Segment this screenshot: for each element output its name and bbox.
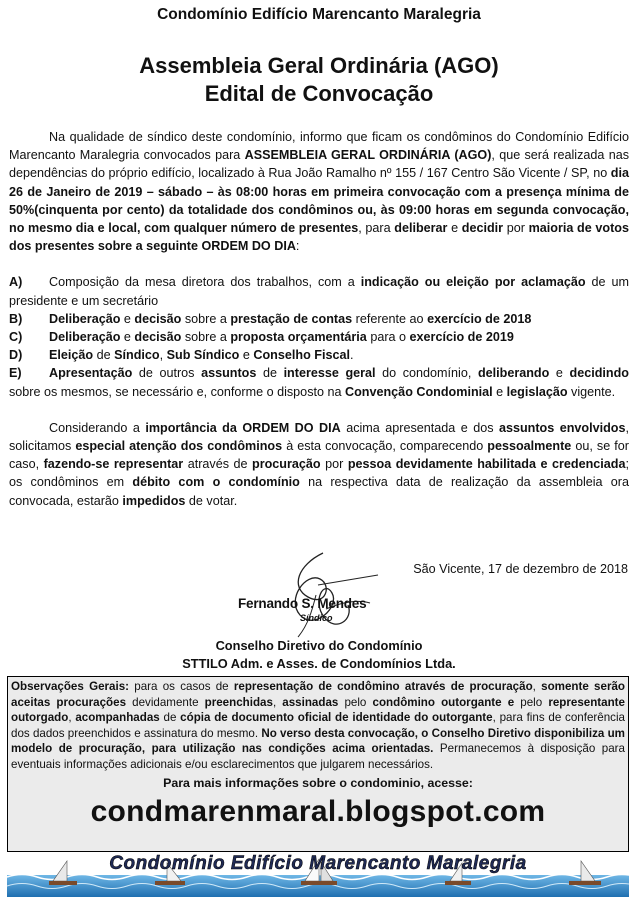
blog-url: condmarenmaral.blogspot.com bbox=[90, 795, 546, 829]
document-title bbox=[0, 52, 638, 108]
agenda-list bbox=[9, 273, 629, 400]
more-info-text: Para mais informações sobre o condominio, acesse: bbox=[163, 775, 473, 790]
council-line-2: STTILO Adm. e Asses. de Condomínios Ltda. bbox=[182, 656, 456, 671]
intro-paragraph: Na qualidade de síndico deste condomínio, informo que ficam os condôminos do Condomínio Edifício Marencanto Maralegria convocados para ASSEMBLEIA GERAL ORDINÁRIA (AGO), que será realizada nas dependências do próprio edifício, localizado à Rua João Ramalho nº 155 / 167 Centro São Vicente / SP, no dia 26 de Janeiro de 2019 – sábado – às 08:00 horas em primeira convocação com a presença mínima de 50%(cinquenta por cento) da totalidade dos condôminos ou, às 09:00 horas em segunda convocação, no mesmo dia e local, com qualquer número de presentes, para deliberar e decidir por maioria de votos dos presentes sobre a seguinte ORDEM DO DIA: bbox=[9, 130, 629, 254]
agenda-item-a: A) Composição da mesa diretora dos trabalhos, com a indicação ou eleição por aclamação de um presidente e um secretário bbox=[9, 275, 629, 308]
footer-banner bbox=[7, 853, 629, 897]
handwritten-signature bbox=[228, 545, 408, 645]
considering-paragraph: Considerando a importância da ORDEM DO DIA acima apresentada e dos assuntos envolvidos, solicitamos especial atenção dos condôminos à esta convocação, comparecendo pessoalmente ou, se for caso, fazendo-se representar através de procuração por pessoa devidamente habilitada e credenciada; os condôminos em débito com o condomínio na respectiva data de realização da assembleia ora convocada, estarão impedidos de votar. bbox=[9, 420, 630, 508]
date-place-line: São Vicente, 17 de dezembro de 2018 bbox=[413, 562, 628, 576]
agenda-item-c: C) Deliberação e decisão sobre a proposta orçamentária para o exercício de 2019 bbox=[9, 330, 514, 345]
signatory-role: Síndico bbox=[300, 613, 333, 623]
notice-body bbox=[9, 128, 629, 510]
observations-box bbox=[7, 676, 629, 852]
banner-condo-name: Condomínio Edifício Marencanto Maralegria bbox=[109, 853, 527, 874]
agenda-item-d: D) Eleição de Síndico, Sub Síndico e Conselho Fiscal. bbox=[9, 348, 354, 363]
title-line-edital: Edital de Convocação bbox=[204, 81, 434, 106]
observations-text: Observações Gerais: para os casos de representação de condômino através de procuração, somente serão aceitas procurações devidamente preenchidas, assinadas pelo condômino outorgante e pelo representante outorgado, acompanhadas de cópia de documento oficial de identidade do outorgante, para fins de conferência dos dados preenchidos e assinatura do mesmo. No verso desta convocação, o Conselho Diretivo disponibiliza um modelo de procuração, para utilização nas condições acima orientadas. Permanecemos à disposição para eventuais informações adicionais e/ou esclarecimentos que julgarem necessários. bbox=[11, 680, 625, 771]
council-line-1: Conselho Diretivo do Condomínio bbox=[215, 638, 423, 653]
condo-name-header: Condomínio Edifício Marencanto Maralegria bbox=[157, 6, 481, 23]
signatory-name: Fernando S. Mendes bbox=[238, 596, 367, 611]
agenda-item-b: B) Deliberação e decisão sobre a prestação de contas referente ao exercício de 2018 bbox=[9, 311, 532, 326]
agenda-item-e: E) Apresentação de outros assuntos de interesse geral do condomínio, deliberando e decidindo sobre os mesmos, se necessário e, conforme o disposto na Convenção Condominial e legislação vigente. bbox=[9, 366, 629, 399]
title-line-ago: Assembleia Geral Ordinária (AGO) bbox=[139, 53, 499, 78]
